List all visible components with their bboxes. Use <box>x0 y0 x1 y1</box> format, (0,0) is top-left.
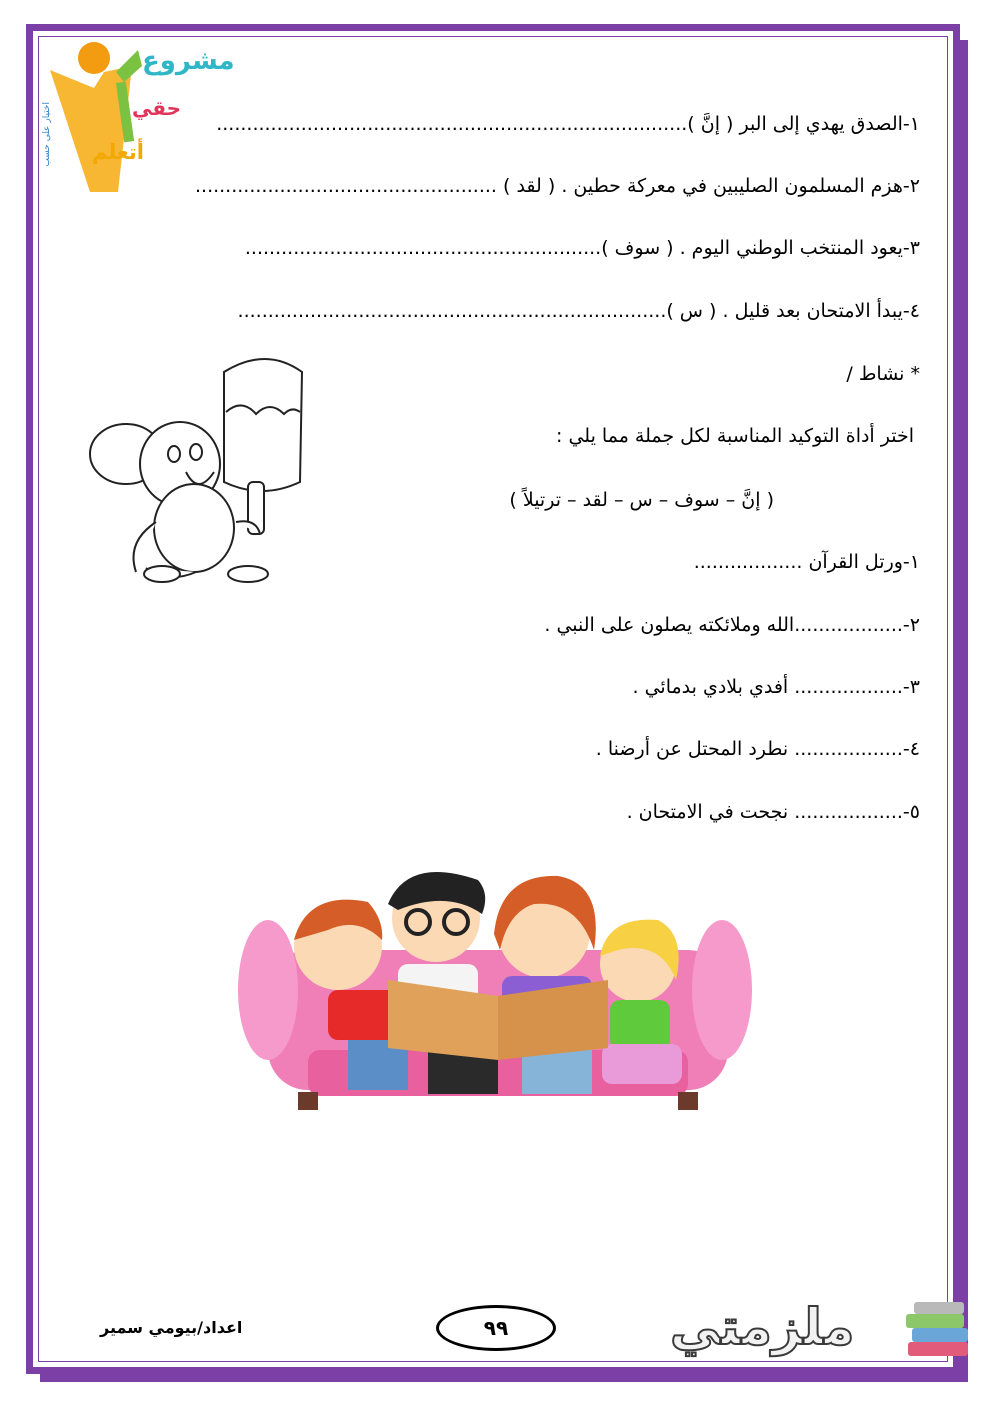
logo-word-learn: أتعلم <box>92 140 144 164</box>
mouse-icecream-illustration <box>86 352 316 592</box>
books-icon <box>904 1302 974 1366</box>
logo-word-right: حقي <box>132 96 182 120</box>
page-number: ٩٩ <box>436 1305 556 1351</box>
activity-item-4: ٤-.................. نطرد المحتل عن أرضنا . <box>595 738 920 760</box>
activity-heading: * نشاط / <box>846 363 920 385</box>
logo-side-text: اختيار على حسب <box>42 102 52 167</box>
exercise-line-2: ٢-هزم المسلمون الصليبين في معركة حطين . ( لقد ) .................................................. <box>194 175 920 197</box>
activity-item-5: ٥-.................. نجحت في الامتحان . <box>626 801 920 823</box>
border-shadow-right <box>960 40 968 1380</box>
exercise-line-3: ٣-يعود المنتخب الوطني اليوم . ( سوف )........................................................... <box>244 237 920 259</box>
activity-item-2: ٢-..................الله وملائكته يصلون على النبي . <box>544 614 920 636</box>
brand-name: ملزمتي <box>670 1298 855 1356</box>
activity-item-1: ١-ورتل القرآن .................. <box>693 551 920 573</box>
exercise-line-4: ٤-يبدأ الامتحان بعد قليل . ( س )....................................................................... <box>237 300 920 322</box>
exercise-line-1: ١-الصدق يهدي إلى البر ( إنَّ ).............................................................................. <box>216 113 920 135</box>
author-credit: اعداد/بيومي سمير <box>100 1318 243 1337</box>
logo-word-project: مشروع <box>142 46 235 76</box>
activity-options: ( إنَّ – سوف – س – لقد – ترتيلاً ) <box>509 489 774 511</box>
brand-watermark <box>668 1292 978 1382</box>
activity-instruction: اختر أداة التوكيد المناسبة لكل جملة مما يلي : <box>556 425 914 447</box>
project-logo <box>42 42 235 192</box>
activity-item-3: ٣-.................. أفدي بلادي بدمائي . <box>632 676 920 698</box>
family-reading-illustration <box>238 860 752 1116</box>
